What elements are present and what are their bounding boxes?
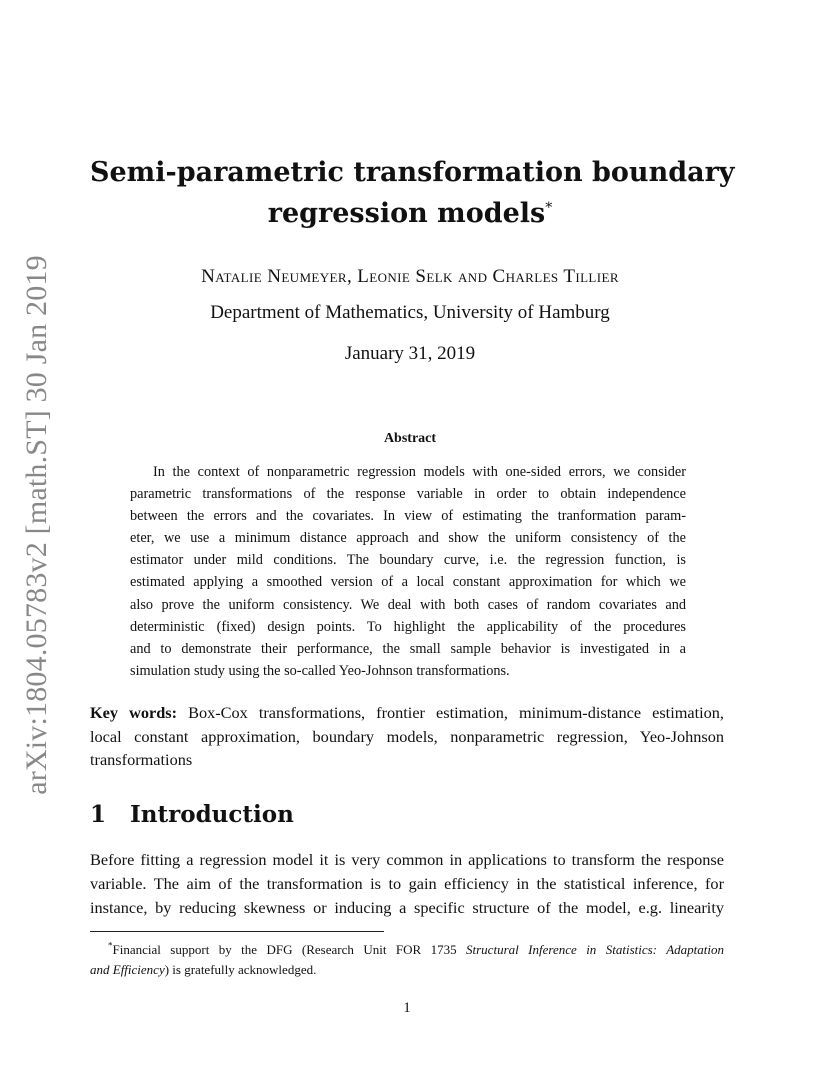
- abstract-line: simulation study using the so-called Yeo-Johnson transformations.: [130, 662, 510, 679]
- paper-title: [90, 152, 735, 234]
- intro-line: variable. The aim of the transformation is to gain efficiency in the statistical inference, for: [90, 873, 724, 893]
- arxiv-identifier: arXiv:1804.05783v2 [math.ST] 30 Jan 2019: [20, 255, 54, 795]
- abstract-line: estimated applying a smoothed version of a local constant approximation for which we: [130, 574, 686, 591]
- intro-line: Before fitting a regression model it is very common in applications to transform the response: [90, 850, 724, 869]
- keywords-line: local constant approximation, boundary models, nonparametric regression, Yeo-Johnson: [90, 726, 724, 746]
- footnote-text: Financial support by the DFG (Research Unit FOR 1735: [112, 942, 467, 957]
- title-line-2: [90, 193, 730, 234]
- keywords-line: transformations: [90, 750, 193, 769]
- section-title: Introduction: [130, 801, 294, 828]
- introduction-paragraph: [90, 848, 724, 919]
- title-line-2-text: regression models: [267, 198, 546, 229]
- keywords-line: [90, 701, 724, 725]
- abstract-line: eter, we use a minimum distance approach and show the uniform consistency of the: [130, 530, 686, 547]
- abstract-line: also prove the uniform consistency. We deal with both cases of random covariates and: [130, 596, 686, 613]
- footnote-divider: [90, 931, 384, 932]
- keywords-text: Box-Cox transformations, frontier estimation, minimum-distance estimation,: [188, 703, 725, 722]
- abstract-line: between the errors and the covariates. In view of estimating the tranformation param-: [130, 508, 686, 525]
- section-heading: [90, 801, 294, 828]
- intro-line: instance, by reducing skewness or inducing a specific structure of the model, e.g. linearity: [90, 897, 724, 917]
- title-footnote-mark[interactable]: *: [545, 200, 553, 216]
- footnote-line: [90, 960, 724, 980]
- keywords-label: Key words:: [90, 703, 178, 722]
- affiliation: Department of Mathematics, University of Hamburg: [210, 302, 610, 323]
- abstract-line: estimator under mild conditions. The boundary curve, i.e. the regression function, is: [130, 552, 686, 569]
- abstract-line: deterministic (fixed) design points. To highlight the applicability of the procedures: [130, 618, 686, 635]
- footnote-italic: and Efficiency: [90, 962, 165, 977]
- footnote: [90, 940, 724, 980]
- section-number: 1: [90, 801, 107, 828]
- abstract-line: parametric transformations of the response variable in order to obtain independence: [130, 486, 686, 503]
- abstract-heading: Abstract: [383, 431, 437, 446]
- author-list: Natalie Neumeyer, Leonie Selk and Charles Tillier: [201, 266, 619, 287]
- footnote-mark: *: [108, 940, 113, 951]
- arxiv-side-stamp: [3, 255, 71, 795]
- abstract-line: and to demonstrate their performance, the small sample behavior is investigated in a: [130, 640, 686, 657]
- abstract-body: [130, 461, 686, 682]
- footnote-text: ) is gratefully acknowledged.: [164, 962, 317, 977]
- footnote-line: [90, 940, 724, 960]
- footnote-italic: Structural Inference in Statistics: Adaptation: [466, 942, 724, 957]
- publication-date: January 31, 2019: [344, 343, 476, 364]
- page-number: 1: [403, 1000, 411, 1016]
- title-line-1: Semi-parametric transformation boundary: [90, 157, 735, 188]
- abstract-line: In the context of nonparametric regression models with one-sided errors, we consider: [153, 464, 686, 480]
- keywords-block: [90, 701, 724, 772]
